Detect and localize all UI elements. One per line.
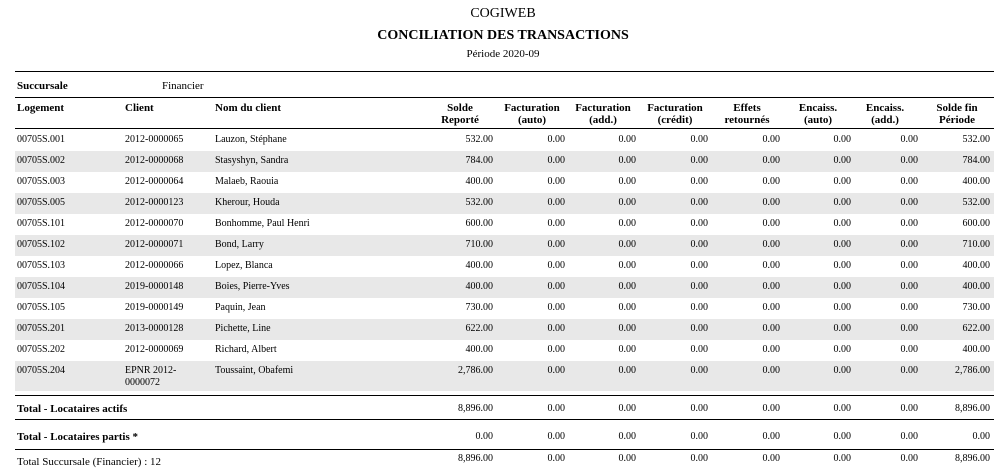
totals-row-divider xyxy=(15,449,994,450)
unit-cell: 00705S.003 xyxy=(17,176,66,187)
amount-cell: 532.00 xyxy=(465,134,493,145)
branch-total-amount: 8,896.00 xyxy=(955,453,990,464)
amount-cell: 0.00 xyxy=(762,155,780,166)
amount-cell: 0.00 xyxy=(900,218,918,229)
amount-cell: 400.00 xyxy=(465,176,493,187)
amount-cell: 0.00 xyxy=(547,197,565,208)
amount-cell: 0.00 xyxy=(900,134,918,145)
amount-cell: 0.00 xyxy=(618,197,636,208)
amount-cell: 600.00 xyxy=(962,218,990,229)
amount-cell: 0.00 xyxy=(547,155,565,166)
total-amount: 0.00 xyxy=(833,431,851,442)
client-cell: 2012-0000065 xyxy=(125,134,184,145)
client-cell: EPNR 2012- 0000072 xyxy=(125,365,177,388)
amount-cell: 0.00 xyxy=(762,302,780,313)
amount-cell: 0.00 xyxy=(900,344,918,355)
amount-cell: 0.00 xyxy=(618,323,636,334)
amount-cell: 0.00 xyxy=(690,218,708,229)
client-name-cell: Kherour, Houda xyxy=(215,197,280,208)
amount-cell: 400.00 xyxy=(962,176,990,187)
total-amount: 0.00 xyxy=(900,403,918,414)
column-header-divider xyxy=(15,128,994,129)
total-label: Total - Locataires actifs xyxy=(17,403,128,415)
branch-total-amount: 0.00 xyxy=(833,453,851,464)
amount-cell: 0.00 xyxy=(690,197,708,208)
amount-cell: 0.00 xyxy=(900,302,918,313)
amount-cell: 0.00 xyxy=(547,344,565,355)
column-header: Logement xyxy=(17,102,65,114)
amount-cell: 0.00 xyxy=(833,176,851,187)
amount-cell: 0.00 xyxy=(618,155,636,166)
client-name-cell: Bond, Larry xyxy=(215,239,264,250)
client-cell: 2019-0000149 xyxy=(125,302,184,313)
amount-cell: 730.00 xyxy=(465,302,493,313)
client-cell: 2013-0000128 xyxy=(125,323,184,334)
client-cell: 2012-0000071 xyxy=(125,239,184,250)
amount-cell: 0.00 xyxy=(900,323,918,334)
client-name-cell: Malaeb, Raouia xyxy=(215,176,279,187)
amount-cell: 0.00 xyxy=(547,239,565,250)
amount-cell: 0.00 xyxy=(547,134,565,145)
amount-cell: 2,786.00 xyxy=(458,365,493,376)
column-header: Solde fin Période xyxy=(936,102,978,126)
unit-cell: 00705S.104 xyxy=(17,281,66,292)
amount-cell: 0.00 xyxy=(547,281,565,292)
unit-cell: 00705S.005 xyxy=(17,197,66,208)
amount-cell: 0.00 xyxy=(547,176,565,187)
amount-cell: 0.00 xyxy=(833,134,851,145)
amount-cell: 0.00 xyxy=(618,281,636,292)
amount-cell: 0.00 xyxy=(618,302,636,313)
amount-cell: 0.00 xyxy=(547,365,565,376)
client-cell: 2012-0000064 xyxy=(125,176,184,187)
amount-cell: 0.00 xyxy=(762,134,780,145)
amount-cell: 0.00 xyxy=(618,176,636,187)
amount-cell: 0.00 xyxy=(690,302,708,313)
client-name-cell: Lauzon, Stéphane xyxy=(215,134,287,145)
column-header: Encaiss. (auto) xyxy=(798,102,838,126)
amount-cell: 0.00 xyxy=(900,239,918,250)
unit-cell: 00705S.103 xyxy=(17,260,66,271)
amount-cell: 0.00 xyxy=(833,239,851,250)
totals-divider xyxy=(15,395,994,396)
amount-cell: 600.00 xyxy=(465,218,493,229)
total-amount: 0.00 xyxy=(900,431,918,442)
total-amount: 0.00 xyxy=(547,403,565,414)
amount-cell: 0.00 xyxy=(833,197,851,208)
amount-cell: 0.00 xyxy=(618,218,636,229)
report-period: Période 2020-09 xyxy=(466,48,540,60)
amount-cell: 0.00 xyxy=(833,344,851,355)
client-name-cell: Paquin, Jean xyxy=(215,302,266,313)
branch-total-amount: 0.00 xyxy=(690,453,708,464)
amount-cell: 400.00 xyxy=(465,281,493,292)
unit-cell: 00705S.105 xyxy=(17,302,66,313)
branch-total-amount: 8,896.00 xyxy=(458,453,493,464)
amount-cell: 0.00 xyxy=(762,218,780,229)
total-label: Total - Locataires partis * xyxy=(17,431,138,443)
unit-cell: 00705S.202 xyxy=(17,344,66,355)
client-name-cell: Stasyshyn, Sandra xyxy=(215,155,289,166)
total-amount: 0.00 xyxy=(547,431,565,442)
amount-cell: 0.00 xyxy=(618,134,636,145)
column-header: Nom du client xyxy=(215,102,281,114)
amount-cell: 0.00 xyxy=(762,260,780,271)
amount-cell: 532.00 xyxy=(962,197,990,208)
client-name-cell: Boies, Pierre-Yves xyxy=(215,281,290,292)
total-amount: 0.00 xyxy=(690,431,708,442)
amount-cell: 0.00 xyxy=(833,218,851,229)
client-name-cell: Pichette, Line xyxy=(215,323,271,334)
amount-cell: 0.00 xyxy=(547,260,565,271)
amount-cell: 400.00 xyxy=(465,344,493,355)
amount-cell: 0.00 xyxy=(833,365,851,376)
amount-cell: 0.00 xyxy=(833,281,851,292)
total-amount: 0.00 xyxy=(762,431,780,442)
amount-cell: 0.00 xyxy=(762,344,780,355)
amount-cell: 710.00 xyxy=(465,239,493,250)
amount-cell: 0.00 xyxy=(900,176,918,187)
unit-cell: 00705S.101 xyxy=(17,218,66,229)
column-header: Facturation (auto) xyxy=(504,102,560,126)
amount-cell: 0.00 xyxy=(547,323,565,334)
total-amount: 8,896.00 xyxy=(458,403,493,414)
branch-divider xyxy=(15,97,994,98)
branch-total-label: Total Succursale (Financier) : 12 xyxy=(17,456,162,468)
amount-cell: 0.00 xyxy=(900,197,918,208)
totals-row-divider xyxy=(15,419,994,420)
client-cell: 2019-0000148 xyxy=(125,281,184,292)
total-amount: 0.00 xyxy=(972,431,990,442)
amount-cell: 0.00 xyxy=(618,344,636,355)
amount-cell: 400.00 xyxy=(962,344,990,355)
client-cell: 2012-0000123 xyxy=(125,197,184,208)
branch-total-amount: 0.00 xyxy=(547,453,565,464)
column-header: Facturation (add.) xyxy=(575,102,631,126)
amount-cell: 0.00 xyxy=(900,281,918,292)
amount-cell: 400.00 xyxy=(465,260,493,271)
amount-cell: 0.00 xyxy=(762,176,780,187)
branch-total-amount: 0.00 xyxy=(762,453,780,464)
amount-cell: 0.00 xyxy=(833,323,851,334)
amount-cell: 0.00 xyxy=(690,260,708,271)
amount-cell: 0.00 xyxy=(762,239,780,250)
amount-cell: 0.00 xyxy=(900,365,918,376)
amount-cell: 532.00 xyxy=(465,197,493,208)
column-header: Client xyxy=(125,102,154,114)
unit-cell: 00705S.001 xyxy=(17,134,66,145)
amount-cell: 0.00 xyxy=(690,239,708,250)
amount-cell: 622.00 xyxy=(962,323,990,334)
total-amount: 0.00 xyxy=(762,403,780,414)
unit-cell: 00705S.204 xyxy=(17,365,66,376)
amount-cell: 0.00 xyxy=(833,155,851,166)
amount-cell: 0.00 xyxy=(900,260,918,271)
unit-cell: 00705S.002 xyxy=(17,155,66,166)
amount-cell: 784.00 xyxy=(962,155,990,166)
company-name: COGIWEB xyxy=(470,6,536,21)
amount-cell: 0.00 xyxy=(900,155,918,166)
client-name-cell: Bonhomme, Paul Henri xyxy=(215,218,310,229)
amount-cell: 0.00 xyxy=(690,344,708,355)
amount-cell: 0.00 xyxy=(690,134,708,145)
amount-cell: 0.00 xyxy=(618,260,636,271)
branch-value: Financier xyxy=(162,80,204,92)
column-header: Facturation (crédit) xyxy=(647,102,703,126)
amount-cell: 0.00 xyxy=(762,365,780,376)
total-amount: 8,896.00 xyxy=(955,403,990,414)
client-name-cell: Richard, Albert xyxy=(215,344,277,355)
amount-cell: 0.00 xyxy=(690,176,708,187)
amount-cell: 0.00 xyxy=(762,281,780,292)
amount-cell: 2,786.00 xyxy=(955,365,990,376)
amount-cell: 532.00 xyxy=(962,134,990,145)
amount-cell: 0.00 xyxy=(690,155,708,166)
amount-cell: 0.00 xyxy=(762,197,780,208)
amount-cell: 710.00 xyxy=(962,239,990,250)
amount-cell: 400.00 xyxy=(962,281,990,292)
report-title: CONCILIATION DES TRANSACTIONS xyxy=(377,28,629,43)
total-amount: 0.00 xyxy=(475,431,493,442)
unit-cell: 00705S.102 xyxy=(17,239,66,250)
column-header: Encaiss. (add.) xyxy=(865,102,905,126)
client-name-cell: Toussaint, Obafemi xyxy=(215,365,294,376)
unit-cell: 00705S.201 xyxy=(17,323,66,334)
header-divider xyxy=(15,71,994,72)
amount-cell: 622.00 xyxy=(465,323,493,334)
branch-total-amount: 0.00 xyxy=(900,453,918,464)
client-name-cell: Lopez, Blanca xyxy=(215,260,273,271)
branch-total-amount: 0.00 xyxy=(618,453,636,464)
client-cell: 2012-0000070 xyxy=(125,218,184,229)
amount-cell: 0.00 xyxy=(690,281,708,292)
amount-cell: 0.00 xyxy=(833,260,851,271)
amount-cell: 730.00 xyxy=(962,302,990,313)
total-amount: 0.00 xyxy=(618,403,636,414)
amount-cell: 0.00 xyxy=(762,323,780,334)
amount-cell: 784.00 xyxy=(465,155,493,166)
client-cell: 2012-0000068 xyxy=(125,155,184,166)
amount-cell: 0.00 xyxy=(690,365,708,376)
amount-cell: 0.00 xyxy=(833,302,851,313)
amount-cell: 0.00 xyxy=(690,323,708,334)
column-header: Effets retournés xyxy=(724,102,770,126)
amount-cell: 0.00 xyxy=(618,239,636,250)
amount-cell: 400.00 xyxy=(962,260,990,271)
total-amount: 0.00 xyxy=(690,403,708,414)
amount-cell: 0.00 xyxy=(618,365,636,376)
branch-label: Succursale xyxy=(17,80,68,92)
client-cell: 2012-0000066 xyxy=(125,260,184,271)
amount-cell: 0.00 xyxy=(547,302,565,313)
client-cell: 2012-0000069 xyxy=(125,344,184,355)
amount-cell: 0.00 xyxy=(547,218,565,229)
column-header: Solde Reporté xyxy=(441,102,479,126)
total-amount: 0.00 xyxy=(618,431,636,442)
total-amount: 0.00 xyxy=(833,403,851,414)
